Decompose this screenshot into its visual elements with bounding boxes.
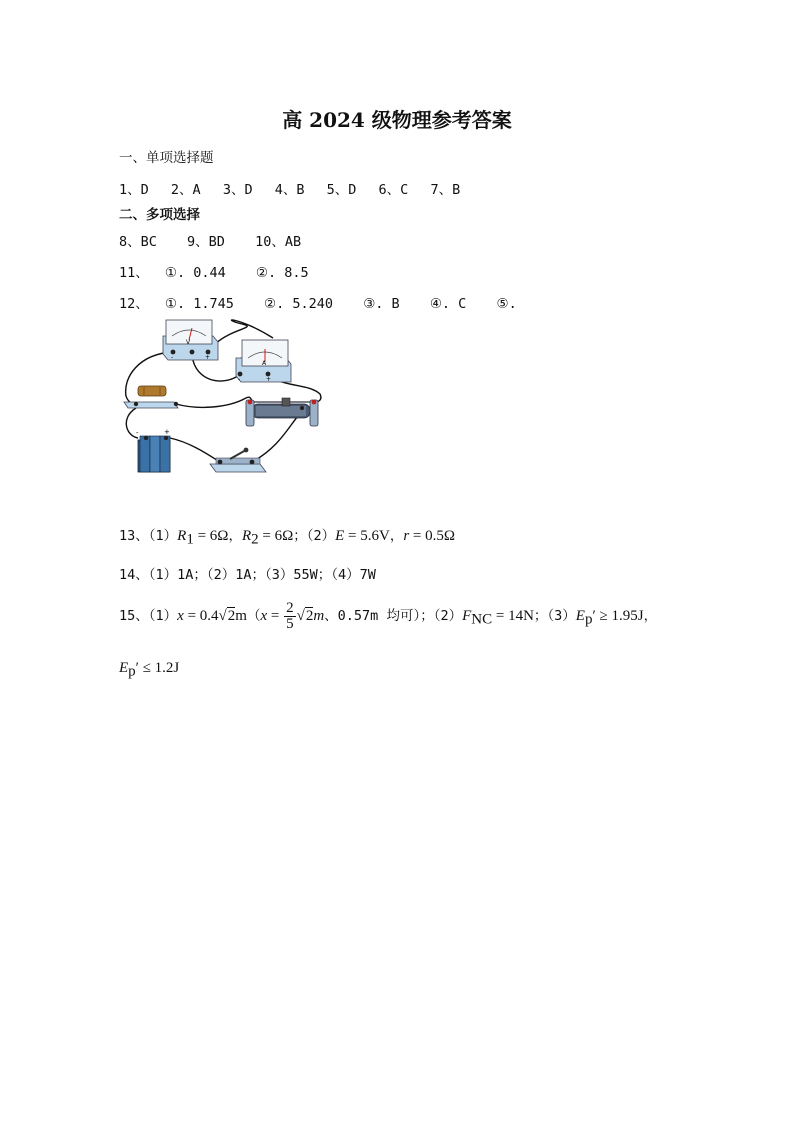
paren: （ <box>246 608 261 624</box>
question-number: 12、 <box>119 296 149 312</box>
answer-item: 5、D <box>326 182 357 198</box>
wire <box>176 397 252 407</box>
answer-part: ③. B <box>363 296 400 312</box>
terminal-minus-label: - <box>238 376 241 383</box>
value: ≤ 1.2J <box>138 660 180 676</box>
part-label: ；（3） <box>533 608 576 624</box>
ammeter-label: A <box>262 360 267 367</box>
unit: m <box>313 608 325 624</box>
energy-symbol: E <box>119 660 129 676</box>
displacement-symbol: x <box>260 608 268 624</box>
answer-item: 9、BD <box>187 234 225 250</box>
wire <box>170 438 220 462</box>
alternative-note: 、0.57m 均可）； <box>324 608 434 624</box>
displacement-symbol: x <box>177 608 184 624</box>
answer-11 <box>119 261 309 281</box>
answer-part: ⑤. <box>496 296 517 312</box>
part-label: （2） <box>433 608 463 624</box>
subscript: NC <box>471 611 493 628</box>
answer-item: 8、BC <box>119 234 157 250</box>
fraction: $\frac{2}{5}$ <box>286 599 294 632</box>
battery <box>136 428 170 472</box>
value: = 0.5Ω <box>409 528 456 544</box>
value: ≥ 1.95J <box>595 608 644 624</box>
answers-8-10 <box>119 230 301 250</box>
terminal-plus-label: + <box>205 354 211 361</box>
separator: ， <box>643 608 658 624</box>
value: = 14N <box>492 608 534 624</box>
value: = 6Ω <box>258 528 294 544</box>
subscript: 1 <box>186 531 194 548</box>
part-label: ；（2） <box>293 528 336 544</box>
answer-item: 4、B <box>274 182 305 198</box>
voltmeter-label: V <box>186 339 191 346</box>
resistance-symbol: R <box>241 528 252 544</box>
part-label: （1） <box>148 528 178 544</box>
unit: m <box>235 608 247 624</box>
answers-1-7 <box>119 178 460 198</box>
ammeter <box>236 340 291 383</box>
answer-12 <box>119 292 517 312</box>
answer-15 <box>119 600 657 636</box>
sqrt: √2 <box>296 608 314 624</box>
answer-part: ①. 1.745 <box>164 296 234 312</box>
answer-part: ②. 8.5 <box>255 265 309 281</box>
emf-symbol: E <box>335 528 345 544</box>
answer-item: 6、C <box>378 182 409 198</box>
section-multi-choice-heading: 二、多项选择 <box>119 207 200 223</box>
subscript: 2 <box>251 531 259 548</box>
prime: ′ <box>135 660 139 676</box>
page-title: 高 2024 级物理参考答案 <box>282 108 512 132</box>
answer-14: 14、（1）1A；（2）1A；（3）55W；（4）7W <box>119 567 376 583</box>
answer-part: ②. 5.240 <box>264 296 334 312</box>
rheostat <box>246 398 318 426</box>
resistance-symbol: R <box>177 528 187 544</box>
sqrt: √2 <box>218 608 236 624</box>
answer-13 <box>119 524 455 549</box>
question-number: 13、 <box>119 528 149 544</box>
voltmeter <box>163 320 218 361</box>
answer-part: ①. 0.44 <box>164 265 226 281</box>
energy-symbol: E <box>575 608 585 624</box>
separator: ， <box>389 528 404 544</box>
terminal-plus-label: + <box>266 376 272 383</box>
answer-item: 7、B <box>430 182 461 198</box>
internal-resistance-symbol: r <box>403 528 410 544</box>
value: = 5.6V <box>344 528 390 544</box>
subscript: p <box>584 611 593 628</box>
answer-item: 2、A <box>170 182 201 198</box>
section-single-choice-heading: 一、单项选择题 <box>119 150 214 166</box>
prime: ′ <box>592 608 596 624</box>
answer-part: ④. C <box>429 296 467 312</box>
answer-15-continued <box>119 660 179 681</box>
resistor <box>124 386 178 408</box>
equals: = <box>267 608 284 624</box>
answer-item: 10、AB <box>255 234 302 250</box>
force-symbol: F <box>462 608 472 624</box>
part-label: （1） <box>148 608 178 624</box>
value: = 0.4 <box>183 608 219 624</box>
circuit-diagram <box>118 318 332 480</box>
answer-item: 3、D <box>222 182 253 198</box>
separator: ， <box>228 528 242 544</box>
subscript: p <box>128 663 136 680</box>
value: = 6Ω <box>193 528 229 544</box>
switch <box>210 448 266 472</box>
answer-item: 1、D <box>119 182 149 198</box>
battery-minus-label: - <box>136 429 139 437</box>
question-number: 15、 <box>119 608 149 624</box>
terminal-minus-label: - <box>171 354 174 361</box>
question-number: 11、 <box>119 265 149 281</box>
battery-plus-label: + <box>164 428 170 436</box>
